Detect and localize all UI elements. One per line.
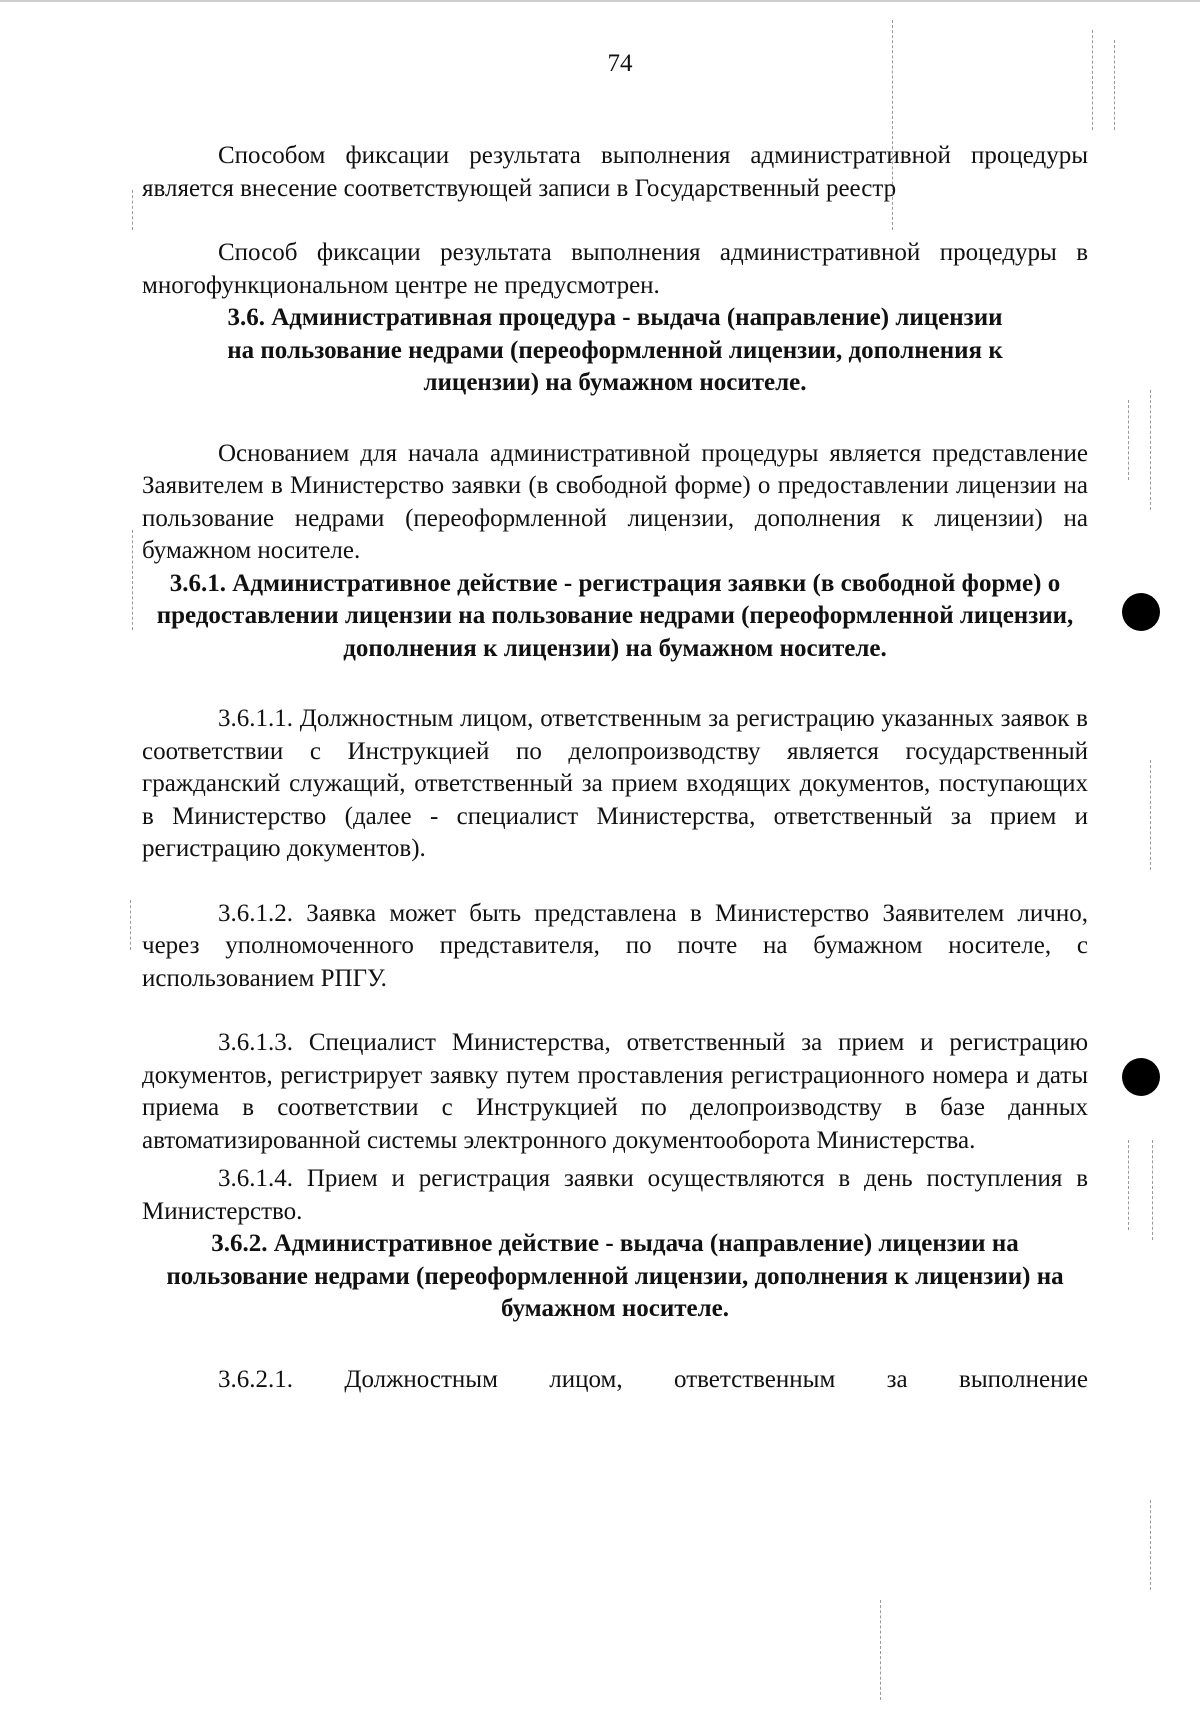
scan-artifact-line [1150,390,1151,510]
paragraph-3-6-1-3: 3.6.1.3. Специалист Министерства, ответственный за прием и регистрацию документов, регистрирует заявку путем проставления регистрационного номера и даты приема в соответствии с Инструкцией по делопроизводству в базе данных автоматизированной системы электронного документооборота Министерства. [142,1029,1088,1154]
scan-top-edge [0,0,1200,2]
paragraph-fixation-result: Способом фиксации результата выполнения административной процедуры является внесение соответствующей записи в Государственный реестр [142,142,1088,202]
scan-artifact-line [132,530,133,630]
scan-artifact-line [1150,760,1151,870]
section-heading-3-6-2: 3.6.2. Административное действие - выдача (направление) лицензии на пользование недрами (переоформленной лицензии, дополнения к лицензии) на бумажном носителе. [166,1230,1064,1322]
page-number: 74 [607,50,633,77]
scan-artifact-line [892,20,893,230]
paragraph-basis: Основанием для начала административной процедуры является представление Заявителем в Министерство заявки (в свободной форме) о предоставлении лицензии на пользование недрами (переоформленной лицензии, дополнения к лицензии) на бумажном носителе. [142,439,1088,564]
paragraph-3-6-1-1: 3.6.1.1. Должностным лицом, ответственным за регистрацию указанных заявок в соответствии с Инструкцией по делопроизводству является государственный гражданский служащий, ответственный за прием входящих документов, поступающих в Министерство (далее - специалист Министерства, ответственный за прием и регистрацию документов). [142,705,1088,862]
scan-artifact-line [1128,1140,1129,1230]
paragraph-3-6-1-2: 3.6.1.2. Заявка может быть представлена в Министерство Заявителем лично, через уполномоченного представителя, по почте на бумажном носителе, с использованием РПГУ. [142,899,1088,992]
paragraph-3-6-1-4: 3.6.1.4. Прием и регистрация заявки осуществляются в день поступления в Министерство. [142,1165,1088,1225]
paragraph-3-6-2-1: 3.6.2.1. Должностным лицом, ответственным за выполнение [218,1365,1088,1393]
scan-artifact-line [1150,1500,1151,1590]
scan-artifact-line [1152,1140,1153,1240]
page-content [142,140,1088,1396]
punch-hole-mark [1122,1058,1160,1096]
paragraph-fixation-mfc: Способ фиксации результата выполнения административной процедуры в многофункциональном центре не предусмотрен. [142,239,1088,299]
punch-hole-mark [1122,593,1160,631]
scan-artifact-line [880,1600,881,1700]
scan-artifact-line [1128,400,1129,480]
scan-artifact-line [132,190,133,230]
section-heading-3-6: 3.6. Административная процедура - выдача (направление) лицензии на пользование недрами (переоформленной лицензии, дополнения к лицензии) на бумажном носителе. [227,304,1003,396]
scan-artifact-line [130,900,131,950]
section-heading-3-6-1: 3.6.1. Административное действие - регистрация заявки (в свободной форме) о предоставлении лицензии на пользование недрами (переоформленной лицензии, дополнения к лицензии) на бумажном носителе. [156,569,1074,662]
scan-artifact-line [1092,30,1093,130]
scan-artifact-line [1114,40,1115,130]
